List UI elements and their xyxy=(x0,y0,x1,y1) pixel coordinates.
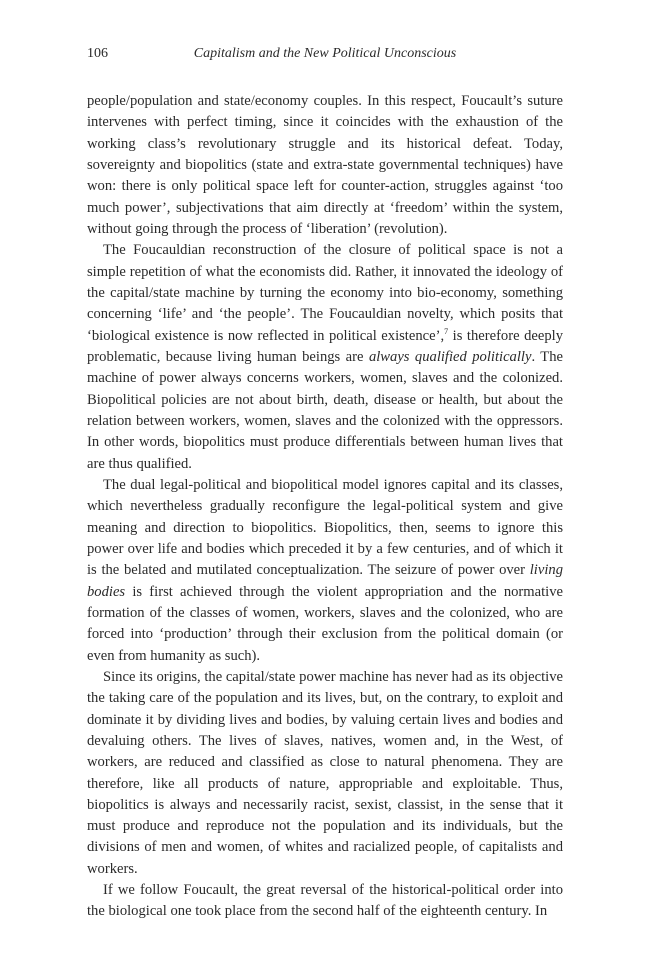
paragraph-3 xyxy=(87,475,563,667)
emphasis-text: always qualified politically xyxy=(368,348,532,365)
paragraph-text: is first achieved through the violent appropriation and the normative formation of the classes of women, workers, slaves and the colonized, who are forced into ‘production’ through their exclusion from the political domain (or even from humanity as such). xyxy=(87,583,563,664)
paragraph-text: . The machine of power always concerns workers, women, slaves and the colonized. Biopolitical policies are not about birth, death, disease or health, but about the relation between workers, women, slaves and the colonized with the oppressors. In other words, biopolitics must produce differentials between human lives that are thus qualified. xyxy=(87,348,563,472)
running-head xyxy=(87,46,563,66)
paragraph-text: is therefore deeply problematic, because living human beings are xyxy=(87,327,563,365)
footnote-reference[interactable]: 7 xyxy=(444,326,449,336)
paragraph-2 xyxy=(87,240,563,475)
paragraph-text: The Foucauldian reconstruction of the closure of political space is not a simple repetition of what the economists did. Rather, it innovated the ideology of the capital/state machine by turning the economy into bio-economy, something concerning ‘life’ and ‘the people’. The Foucauldian novelty, which posits that ‘biological existence is now reflected in political existence’, xyxy=(87,242,563,344)
running-title: Capitalism and the New Political Unconscious xyxy=(193,46,457,61)
paragraph-text: If we follow Foucault, the great reversal of the historical-political order into the biological one took place from the second half of the eighteenth century. In xyxy=(87,882,563,920)
paragraph-text: The dual legal-political and biopolitical model ignores capital and its classes, which nevertheless gradually reconfigure the legal-political system and give meaning and direction to biopolitics. Biopolitics, then, seems to ignore this power over life and bodies which preceded it by a few centuries, and of which it is the belated and mutilated conceptualization. The seizure of power over xyxy=(87,476,563,579)
paragraph-4 xyxy=(87,667,563,880)
paragraph-1 xyxy=(87,91,563,240)
paragraph-text: Since its origins, the capital/state power machine has never had as its objective the taking care of the population and its lives, but, on the contrary, to exploit and dominate it by dividing lives and bodies, by valuing certain lives and bodies and devaluing others. The lives of slaves, natives, women and, in the West, of workers, are reduced and classified as close to natural phenomena. They are therefore, like all products of nature, appropriable and exploitable. Thus, biopolitics is always and necessarily racist, sexist, classist, in the sense that it must produce and reproduce not the population and its individuals, but the divisions of men and women, of whites and racialized people, of capitalists and workers. xyxy=(87,668,563,877)
paragraph-5 xyxy=(87,880,563,923)
emphasis-text: living bodies xyxy=(87,562,563,600)
body-text xyxy=(87,91,563,923)
page-number: 106 xyxy=(87,46,108,61)
paragraph-text: people/population and state/economy couples. In this respect, Foucault’s suture intervenes with perfect timing, since it coincides with the exhaustion of the working class’s revolutionary struggle and its historical defeat. Today, sovereignty and biopolitics (state and extra-state governmental techniques) have won: there is only political space left for counter-action, struggles against ‘too much power’, subjectivations that aim directly at ‘freedom’ within the system, without going through the process of ‘liberation’ (revolution). xyxy=(87,93,563,237)
